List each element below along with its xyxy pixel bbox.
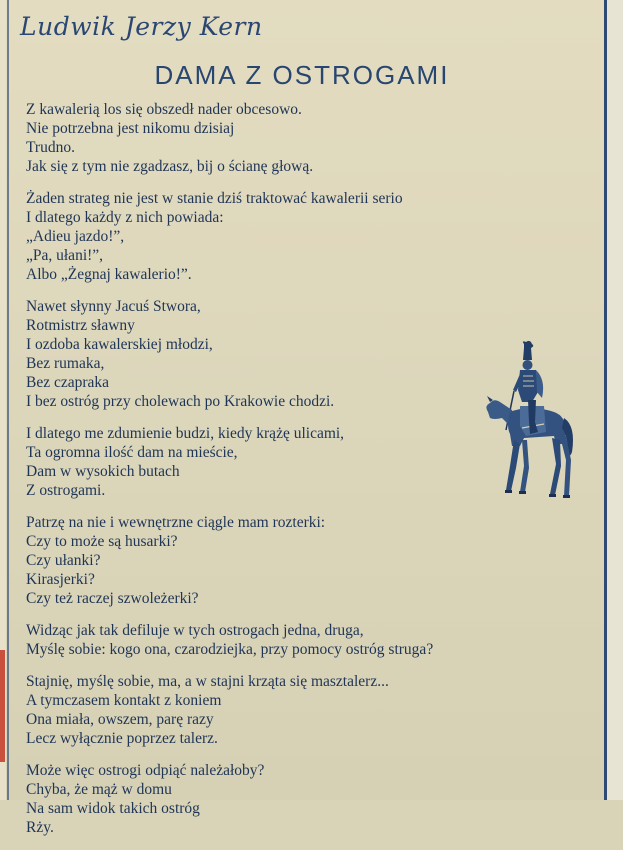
left-margin-red-mark xyxy=(0,650,5,762)
poem-stanza xyxy=(26,761,596,837)
left-frame-line xyxy=(7,0,9,800)
poem-line: Nie potrzebna jest nikomu dzisiaj xyxy=(26,120,235,137)
poem-line: Chyba, że mąż w domu xyxy=(26,781,172,798)
poem-line: Trudno. xyxy=(26,139,75,156)
poem-line: A tymczasem kontakt z koniem xyxy=(26,692,222,709)
poem-line: Czy to może są husarki? xyxy=(26,533,178,550)
poem-title: DAMA Z OSTROGAMI xyxy=(154,60,450,90)
poem-line: „Pa, ułani!”, xyxy=(26,247,104,264)
poem-stanza xyxy=(26,189,596,284)
hussar-on-horse-illustration xyxy=(480,340,580,505)
poem-line: Jak się z tym nie zgadzasz, bij o ścianę głową. xyxy=(26,158,314,175)
poem-line: Myślę sobie: kogo ona, czarodziejka, przy pomocy ostróg struga? xyxy=(26,641,434,658)
poem-line: Nawet słynny Jacuś Stwora, xyxy=(26,298,201,315)
poem-line: Ta ogromna ilość dam na mieście, xyxy=(26,444,238,461)
poem-line: I dlatego me zdumienie budzi, kiedy krążę ulicami, xyxy=(26,425,345,442)
poem-stanza xyxy=(26,621,596,659)
poem-line: I dlatego każdy z nich powiada: xyxy=(26,209,224,226)
poem-line: Rotmistrz sławny xyxy=(26,317,135,334)
poem-stanza xyxy=(26,672,596,748)
poem-line: Może więc ostrogi odpiąć należałoby? xyxy=(26,762,265,779)
poem-line: Stajnię, myślę sobie, ma, a w stajni krząta się masztalerz... xyxy=(26,673,389,690)
poem-line: Lecz wyłącznie poprzez talerz. xyxy=(26,730,218,747)
poem-line: Żaden strateg nie jest w stanie dziś traktować kawalerii serio xyxy=(26,190,403,207)
poem-line: Czy ułanki? xyxy=(26,552,101,569)
poem-line: Patrzę na nie i wewnętrzne ciągle mam rozterki: xyxy=(26,514,326,531)
poem-stanza xyxy=(26,513,596,608)
author-signature: Ludwik Jerzy Kern xyxy=(20,12,263,41)
poem-line: Z kawalerią los się obszedł nader obcesowo. xyxy=(26,101,302,118)
right-margin-strip xyxy=(607,0,623,800)
poem-line: Z ostrogami. xyxy=(26,482,106,499)
poem-line: Ona miała, owszem, parę razy xyxy=(26,711,214,728)
poem-line: Dam w wysokich butach xyxy=(26,463,180,480)
poem-stanza xyxy=(26,100,596,176)
poem-line: Czy też raczej szwoleżerki? xyxy=(26,590,199,607)
poem-line: I ozdoba kawalerskiej młodzi, xyxy=(26,336,213,353)
poem-line: Albo „Żegnaj kawalerio!”. xyxy=(26,266,192,283)
poem-line: Rży. xyxy=(26,819,54,836)
poem-line: Bez rumaka, xyxy=(26,355,105,372)
poem-line: Na sam widok takich ostróg xyxy=(26,800,200,817)
poem-line: Kirasjerki? xyxy=(26,571,95,588)
poem-line: „Adieu jazdo!”, xyxy=(26,228,125,245)
poem-line: Widząc jak tak defiluje w tych ostrogach jedna, druga, xyxy=(26,622,364,639)
poem-line: I bez ostróg przy cholewach po Krakowie chodzi. xyxy=(26,393,335,410)
poem-line: Bez czapraka xyxy=(26,374,110,391)
